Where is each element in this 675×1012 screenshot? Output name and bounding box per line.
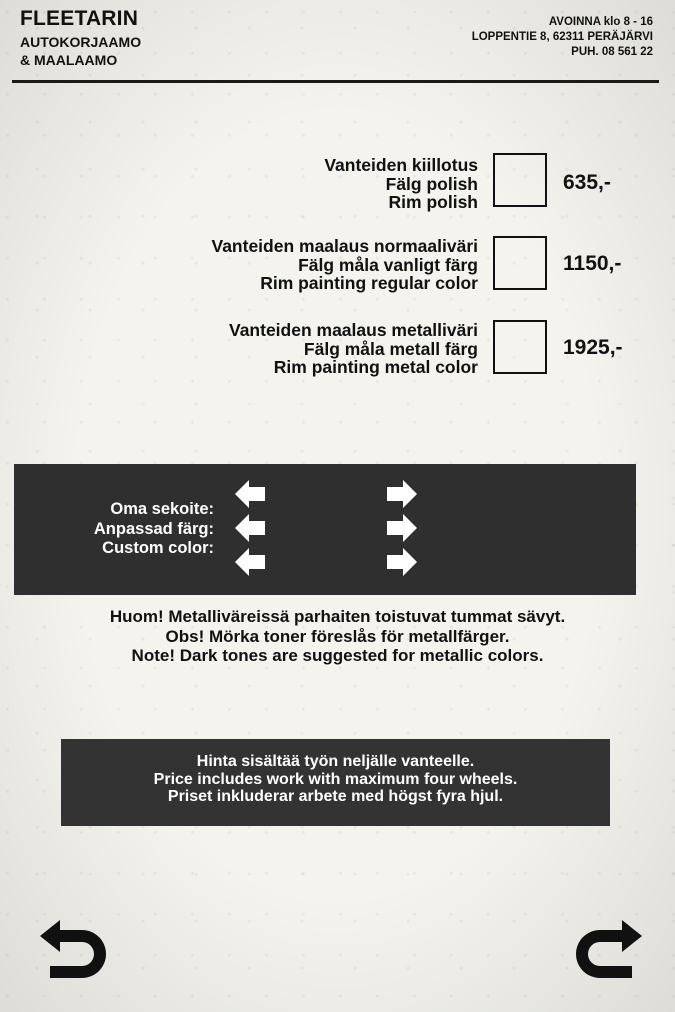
info-en: Price includes work with maximum four wheels. (153, 770, 518, 788)
option-checkbox[interactable] (493, 320, 547, 374)
option-label-en: Rim painting regular color (260, 273, 478, 293)
option-price: 1150,- (563, 252, 622, 275)
redo-icon (574, 918, 646, 984)
arrow-left-icon[interactable] (235, 548, 265, 576)
arrow-right-icon[interactable] (387, 480, 417, 508)
header (0, 0, 675, 82)
brand-name: FLEETARIN (20, 7, 139, 30)
option-price: 635,- (563, 171, 611, 194)
brand-subtitle-2: & MAALAAMO (20, 52, 118, 68)
custom-label-sv: Anpassad färg: (93, 519, 214, 538)
brand-subtitle: AUTOKORJAAMO (20, 34, 142, 50)
custom-color-panel (14, 464, 636, 595)
option-rim-painting-metal (0, 320, 675, 390)
brand (20, 8, 141, 67)
info-sv: Priset inkluderar arbete med högst fyra hjul. (167, 788, 504, 805)
note-sv: Obs! Mörka toner föreslås för metallfärger. (165, 626, 510, 646)
note-fi: Huom! Metalliväreissä parhaiten toistuvat tummat sävyt. (109, 607, 566, 626)
header-divider (12, 80, 659, 83)
contact-info (472, 15, 653, 60)
custom-label-fi: Oma sekoite: (110, 500, 214, 518)
option-label-en: Rim painting metal color (273, 357, 478, 377)
option-label-fi: Vanteiden kiillotus (324, 155, 478, 175)
arrow-left-icon[interactable] (235, 480, 265, 508)
option-label-sv: Fälg polish (385, 173, 478, 194)
option-label-sv: Fälg måla metall färg (303, 338, 478, 359)
option-rim-polish (0, 155, 675, 225)
option-labels (229, 321, 478, 377)
option-label-fi: Vanteiden maalaus metalliväri (228, 320, 478, 340)
option-labels (211, 237, 478, 293)
address: LOPPENTIE 8, 62311 PERÄJÄRVI (471, 31, 653, 43)
undo-icon (36, 918, 108, 984)
opening-hours: AVOINNA klo 8 - 16 (548, 16, 653, 28)
option-price: 1925,- (563, 336, 623, 359)
custom-color-labels (66, 500, 214, 559)
metallic-note (0, 607, 675, 666)
arrow-left-icon[interactable] (235, 514, 265, 542)
option-label-en: Rim polish (388, 192, 478, 212)
option-checkbox[interactable] (493, 236, 547, 290)
option-checkbox[interactable] (493, 153, 547, 207)
custom-label-en: Custom color: (102, 539, 214, 557)
price-info-panel (61, 739, 610, 826)
note-en: Note! Dark tones are suggested for metallic colors. (131, 646, 544, 665)
option-labels (324, 156, 478, 212)
arrow-right-icon[interactable] (387, 548, 417, 576)
forward-button[interactable] (574, 918, 646, 984)
info-fi: Hinta sisältää työn neljälle vanteelle. (196, 753, 475, 770)
option-label-sv: Fälg måla vanligt färg (298, 254, 478, 275)
phone: PUH. 08 561 22 (571, 46, 653, 58)
back-button[interactable] (36, 918, 108, 984)
arrow-right-icon[interactable] (387, 514, 417, 542)
option-label-fi: Vanteiden maalaus normaaliväri (211, 236, 478, 256)
option-rim-painting-regular (0, 236, 675, 306)
